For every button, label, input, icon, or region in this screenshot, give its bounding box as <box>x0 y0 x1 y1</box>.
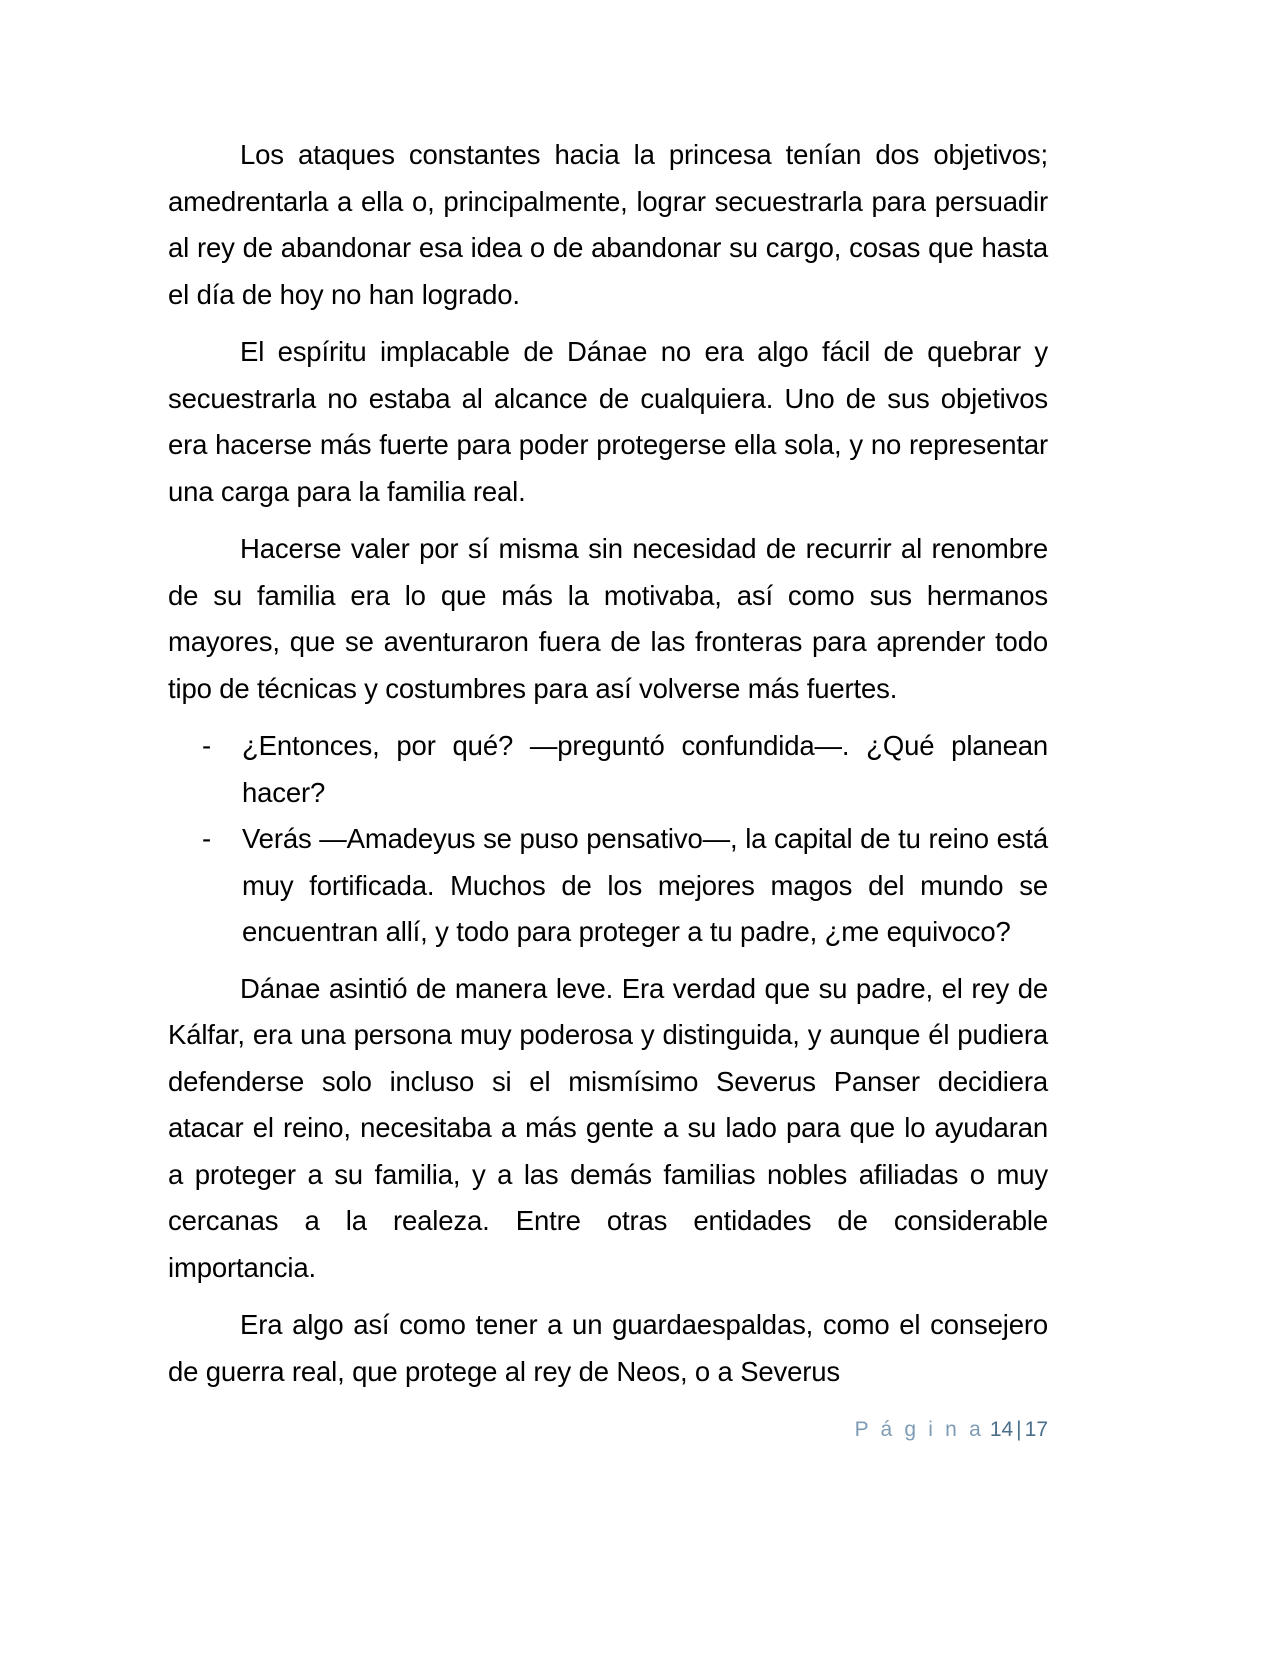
footer-current-page: 14 <box>989 1418 1014 1441</box>
document-body <box>168 132 1048 1406</box>
paragraph-block-1 <box>168 132 1048 318</box>
footer-label: P á g i n a <box>854 1418 984 1441</box>
list-item <box>168 816 1048 956</box>
footer-total-pages: 17 <box>1024 1418 1048 1441</box>
dialogue-line-1: ¿Entonces, por qué? —preguntó confundida—. ¿Qué planean hacer? <box>242 730 1048 808</box>
paragraph-4: Dánae asintió de manera leve. Era verdad que su padre, el rey de Kálfar, era una persona muy poderosa y distinguida, y aunque él pudiera defenderse solo incluso si el mismísimo Severus Panser decidiera atacar el reino, necesitaba a más gente a su lado para que lo ayudaran a proteger a su familia, y a las demás familias nobles afiliadas o muy cercanas a la realeza. Entre otras entidades de considerable importancia. <box>168 972 1048 1283</box>
paragraph-block-5 <box>168 1302 1048 1395</box>
paragraph-block-3 <box>168 526 1048 712</box>
paragraph-block-4 <box>168 966 1048 1292</box>
dialogue-list <box>168 723 1048 956</box>
paragraph-2: El espíritu implacable de Dánae no era algo fácil de quebrar y secuestrarla no estaba al alcance de cualquiera. Uno de sus objetivos era hacerse más fuerte para poder protegerse ella sola, y no representar una carga para la familia real. <box>168 336 1048 507</box>
page-footer <box>0 1418 1280 1442</box>
bullet-dash-icon: - <box>202 823 212 854</box>
paragraph-5: Era algo así como tener a un guardaespaldas, como el consejero de guerra real, que protege al rey de Neos, o a Severus <box>168 1309 1048 1387</box>
dialogue-line-2: Verás —Amadeyus se puso pensativo—, la capital de tu reino está muy fortificada. Muchos de los mejores magos del mundo se encuentran allí, y todo para proteger a tu padre, ¿me equivoco? <box>242 823 1048 947</box>
list-item <box>168 723 1048 816</box>
footer-separator: | <box>1016 1418 1022 1441</box>
paragraph-1: Los ataques constantes hacia la princesa tenían dos objetivos; amedrentarla a ella o, principalmente, lograr secuestrarla para persuadir al rey de abandonar esa idea o de abandonar su cargo, cosas que hasta el día de hoy no han logrado. <box>168 139 1048 310</box>
bullet-dash-icon: - <box>202 730 212 761</box>
paragraph-block-2 <box>168 329 1048 515</box>
paragraph-3: Hacerse valer por sí misma sin necesidad de recurrir al renombre de su familia era lo que más la motivaba, así como sus hermanos mayores, que se aventuraron fuera de las fronteras para aprender todo tipo de técnicas y costumbres para así volverse más fuertes. <box>168 533 1048 704</box>
